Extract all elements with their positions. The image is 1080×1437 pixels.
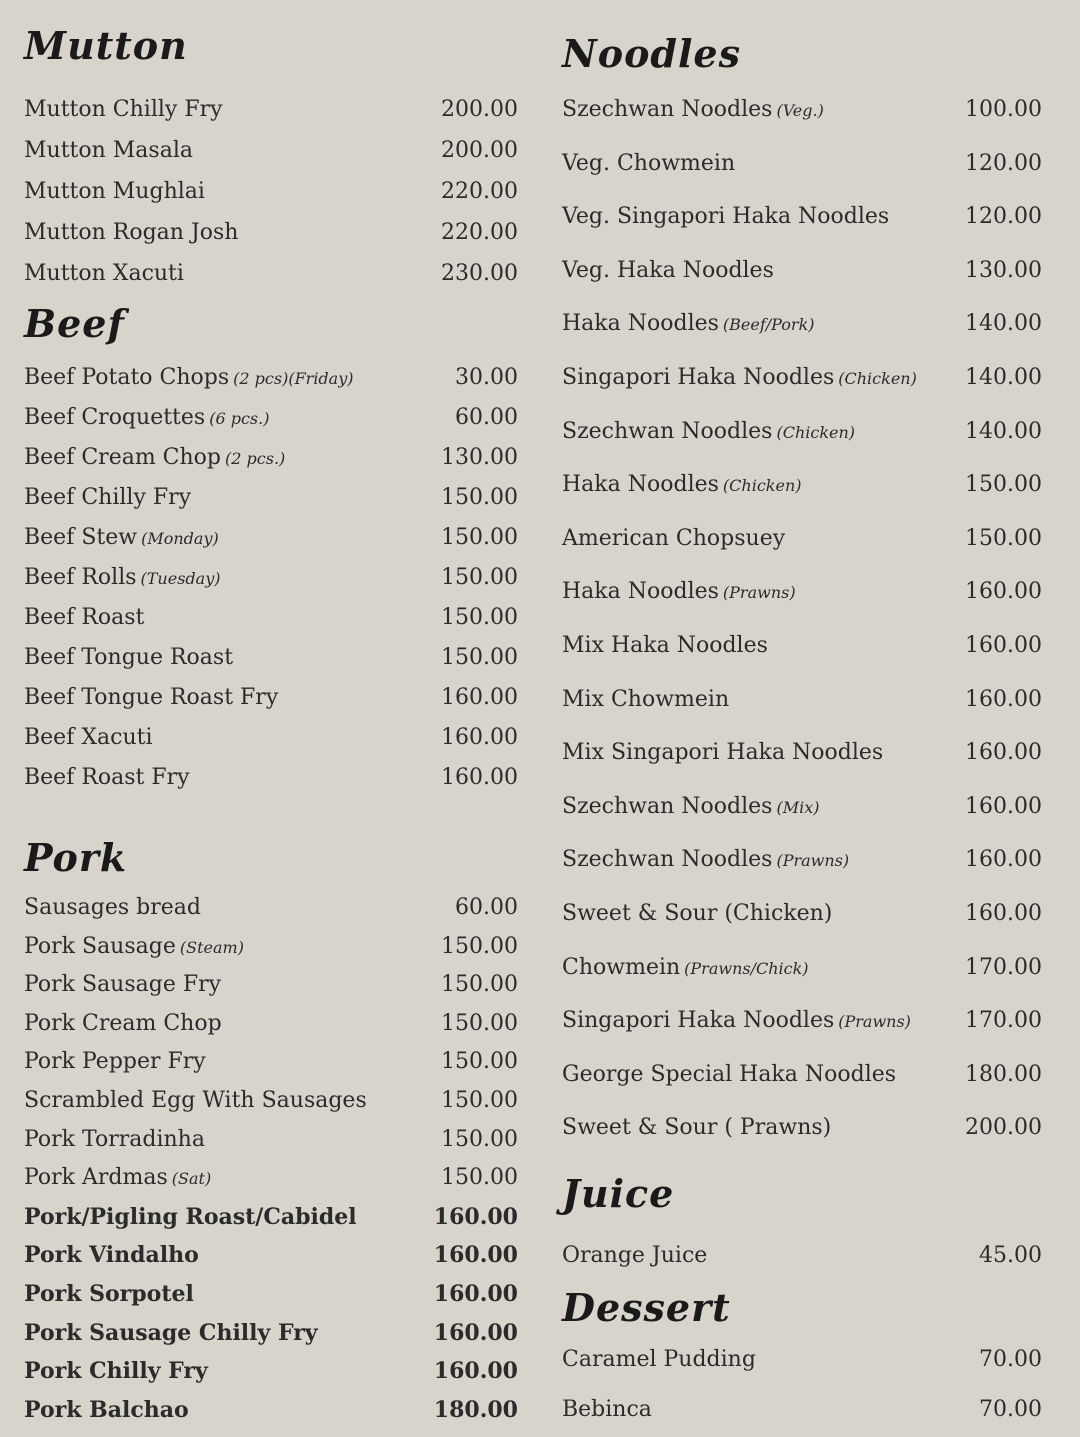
menu-item-label: Szechwan Noodles (562, 97, 773, 122)
menu-item-note: (Monday) (141, 529, 219, 548)
menu-item-price: 120.00 (965, 204, 1042, 230)
menu-item-price: 150.00 (965, 472, 1042, 498)
menu-item-label: Singapori Haka Noodles (562, 1008, 835, 1034)
menu-item-note: (6 pcs.) (209, 409, 270, 428)
menu-item-name (562, 1114, 831, 1142)
menu-item-price: 30.00 (455, 365, 518, 390)
menu-item-price: 170.00 (965, 1008, 1042, 1034)
menu-item-name (24, 564, 220, 593)
menu-item-price: 230.00 (441, 261, 518, 286)
menu-item-name (24, 364, 354, 393)
menu-item-label: Mutton Rogan Josh (24, 220, 239, 245)
menu-item-price: 150.00 (441, 485, 518, 510)
menu-item-name (24, 604, 144, 632)
menu-item-name (24, 894, 201, 922)
menu-item-name (24, 644, 233, 672)
menu-item-name (24, 971, 221, 999)
section-title-juice: Juice (562, 1171, 675, 1216)
menu-item-label: Mutton Masala (24, 138, 193, 163)
menu-item-label: Haka Noodles (562, 472, 719, 498)
menu-item-price: 140.00 (965, 311, 1042, 337)
menu-item-label: Chowmein (562, 954, 681, 980)
menu-item-price: 130.00 (965, 257, 1042, 283)
menu-item-label: Beef Tongue Roast (24, 645, 234, 670)
menu-item-name (562, 578, 796, 607)
menu-item-label: Beef Rolls (24, 565, 137, 590)
menu-item-name (24, 764, 190, 792)
menu-item-label: Caramel Pudding (562, 1347, 756, 1372)
section-title-dessert: Dessert (562, 1285, 731, 1330)
menu-item-price: 160.00 (965, 847, 1042, 873)
menu-item-price: 160.00 (433, 1242, 518, 1269)
menu-item-label: Mutton Chilly Fry (24, 97, 223, 122)
menu-item-price: 160.00 (965, 793, 1042, 819)
menu-item-price: 140.00 (965, 418, 1042, 444)
menu-item-price: 150.00 (441, 1088, 518, 1113)
menu-item-price: 160.00 (441, 765, 518, 790)
menu-item-label: Beef Roast (24, 605, 145, 630)
menu-item-label: Szechwan Noodles (562, 847, 773, 873)
menu-item-price: 120.00 (965, 150, 1042, 176)
menu-item-label: Szechwan Noodles (562, 418, 773, 444)
menu-item-price: 170.00 (965, 954, 1042, 980)
menu-item-label: Pork Sausage Chilly Fry (24, 1319, 318, 1346)
menu-item-label: Beef Tongue Roast Fry (24, 685, 279, 710)
menu-item-name (24, 684, 278, 712)
menu-item-name (562, 686, 729, 714)
menu-item-label: Sausages bread (24, 895, 201, 920)
menu-item-price: 130.00 (441, 445, 518, 470)
menu-item-label: Pork Sausage (24, 933, 176, 959)
menu-item-label: Haka Noodles (562, 311, 719, 337)
menu-item-name (562, 203, 889, 231)
menu-item-name (562, 632, 768, 660)
menu-item-name (24, 1357, 208, 1385)
menu-item-price: 160.00 (433, 1358, 518, 1385)
menu-item-label: Pork Torradinha (24, 1126, 205, 1152)
menu-item-price: 150.00 (441, 605, 518, 630)
section-title-beef: Beef (24, 301, 125, 346)
menu-item-label: Beef Potato Chops (24, 365, 230, 390)
menu-item-note: (Prawns/Chick) (684, 958, 809, 978)
menu-item-label: Orange Juice (562, 1243, 708, 1268)
menu-item-note: (Prawns) (776, 851, 850, 871)
menu-item-price: 160.00 (965, 686, 1042, 712)
menu-item-name (24, 1087, 367, 1115)
menu-item-price: 160.00 (441, 685, 518, 710)
menu-item-name (562, 310, 815, 339)
menu-item-note: (Prawns) (838, 1012, 911, 1032)
menu-item-label: Pork/Pigling Roast/Cabidel (24, 1203, 357, 1230)
menu-item-note: (Prawns) (722, 583, 796, 603)
section-title-noodles: Noodles (562, 31, 742, 76)
menu-item-label: American Chopsuey (562, 525, 786, 551)
menu-item-price: 150.00 (441, 645, 518, 670)
menu-item-label: Sweet & Sour (Chicken) (562, 901, 833, 926)
menu-item-label: George Special Haka Noodles (562, 1061, 897, 1087)
menu-item-label: Pork Vindalho (24, 1242, 199, 1269)
menu-item-price: 160.00 (433, 1281, 518, 1307)
menu-item-price: 150.00 (441, 972, 518, 998)
menu-item-price: 150.00 (441, 525, 518, 550)
menu-item-label: Mutton Mughlai (24, 179, 205, 204)
menu-item-price: 150.00 (441, 1126, 518, 1152)
menu-item-price: 70.00 (979, 1347, 1042, 1372)
menu-item-name (24, 404, 269, 433)
menu-item-name (24, 96, 223, 124)
menu-item-name (24, 484, 191, 512)
menu-item-label: Beef Roast Fry (24, 765, 190, 790)
menu-item-price: 220.00 (441, 179, 518, 204)
menu-item-label: Pork Balchao (24, 1396, 189, 1423)
menu-item-price: 160.00 (965, 579, 1042, 605)
menu-item-name (562, 900, 832, 928)
menu-item-price: 200.00 (441, 97, 518, 122)
menu-item-price: 140.00 (965, 365, 1042, 390)
menu-item-price: 150.00 (441, 933, 518, 959)
menu-item-note: (Veg.) (776, 101, 824, 120)
menu-item-label: Scrambled Egg With Sausages (24, 1088, 367, 1113)
menu-item-name (24, 1010, 222, 1038)
menu-item-label: Haka Noodles (562, 579, 719, 605)
menu-item-label: Mix Singapori Haka Noodles (562, 740, 884, 766)
menu-item-note: (2 pcs)(Friday) (233, 369, 354, 388)
menu-item-label: Veg. Chowmein (562, 150, 736, 176)
menu-item-note: (Beef/Pork) (722, 315, 815, 335)
menu-item-price: 180.00 (433, 1396, 518, 1423)
menu-item-note: (Mix) (776, 797, 820, 817)
menu-item-name (562, 471, 802, 500)
menu-item-name (24, 1048, 206, 1076)
menu-item-label: Bebinca (562, 1397, 652, 1422)
menu-item-name (562, 150, 735, 178)
menu-item-label: Pork Cream Chop (24, 1010, 222, 1036)
menu-item-label: Mix Haka Noodles (562, 633, 768, 658)
menu-item-name (24, 1126, 205, 1154)
menu-item-note: (Chicken) (838, 369, 917, 388)
menu-item-price: 150.00 (965, 525, 1042, 551)
menu-item-name (24, 1164, 211, 1193)
menu-item-price: 60.00 (455, 405, 518, 430)
menu-item-note: (Steam) (179, 937, 244, 957)
menu-item-price: 180.00 (965, 1061, 1042, 1087)
menu-item-price: 60.00 (455, 895, 518, 920)
menu-item-label: Pork Pepper Fry (24, 1049, 206, 1075)
menu-item-label: Szechwan Noodles (562, 793, 773, 819)
menu-item-label: Beef Xacuti (24, 725, 153, 750)
menu-item-name (562, 846, 849, 875)
section-title-pork: Pork (24, 835, 128, 880)
menu-item-label: Mix Chowmein (562, 686, 730, 712)
menu-item-price: 160.00 (433, 1319, 518, 1346)
menu-item-label: Pork Sausage Fry (24, 972, 222, 998)
menu-item-note: (Chicken) (722, 476, 802, 496)
menu-item-label: Mutton Xacuti (24, 261, 184, 286)
menu-item-price: 100.00 (965, 97, 1042, 122)
menu-item-label: Veg. Haka Noodles (562, 257, 774, 283)
menu-item-note: (Tuesday) (140, 569, 221, 588)
menu-item-name (24, 1319, 318, 1347)
menu-item-label: Pork Ardmas (24, 1165, 168, 1191)
menu-item-name (562, 1242, 707, 1270)
menu-item-label: Beef Croquettes (24, 405, 206, 430)
menu-item-price: 150.00 (441, 565, 518, 590)
menu-item-name (562, 739, 883, 767)
menu-item-price: 160.00 (965, 633, 1042, 658)
menu-item-name (562, 1061, 896, 1089)
menu-item-price: 45.00 (979, 1243, 1042, 1268)
menu-item-name (562, 1396, 652, 1424)
menu-item-name (24, 1396, 189, 1424)
menu-item-name (562, 1007, 911, 1036)
menu-item-name (24, 1241, 199, 1269)
menu-item-price: 150.00 (441, 1049, 518, 1075)
menu-item-price: 160.00 (965, 901, 1042, 926)
menu-item-name (24, 1280, 194, 1308)
menu-item-name (562, 525, 785, 553)
menu-item-note: (Chicken) (776, 422, 856, 442)
menu-item-label: Beef Cream Chop (24, 445, 222, 470)
menu-item-name (24, 260, 184, 288)
menu-item-label: Sweet & Sour ( Prawns) (562, 1115, 832, 1141)
menu-item-price: 160.00 (441, 725, 518, 750)
menu-item-name (24, 444, 285, 473)
menu-item-price: 200.00 (965, 1115, 1042, 1141)
menu-item-label: Beef Chilly Fry (24, 485, 192, 510)
menu-item-label: Veg. Singapori Haka Noodles (562, 204, 890, 230)
menu-item-name (562, 418, 855, 447)
menu-item-name (562, 257, 774, 285)
menu-item-label: Pork Chilly Fry (24, 1358, 208, 1385)
menu-item-name (562, 793, 819, 822)
menu-item-price: 160.00 (965, 740, 1042, 766)
menu-item-name (24, 524, 219, 553)
menu-item-label: Singapori Haka Noodles (562, 365, 835, 390)
menu-item-price: 200.00 (441, 138, 518, 163)
menu-item-name (562, 954, 809, 983)
section-title-mutton: Mutton (24, 23, 188, 68)
menu-item-name (24, 1203, 357, 1231)
menu-item-price: 70.00 (979, 1397, 1042, 1422)
menu-item-price: 160.00 (433, 1203, 518, 1230)
menu-item-note: (2 pcs.) (225, 449, 286, 468)
menu-item-label: Pork Sorpotel (24, 1281, 194, 1307)
menu-item-name (562, 96, 824, 125)
menu-item-name (24, 933, 244, 962)
menu-item-label: Beef Stew (24, 525, 138, 550)
menu-item-name (24, 219, 238, 247)
menu-item-name (562, 1346, 756, 1374)
menu-item-price: 220.00 (441, 220, 518, 245)
menu-item-name (24, 137, 193, 165)
menu-item-note: (Sat) (171, 1169, 212, 1189)
menu-item-name (24, 724, 153, 752)
menu-item-price: 150.00 (441, 1010, 518, 1036)
menu-item-price: 150.00 (441, 1165, 518, 1191)
menu-item-name (24, 178, 205, 206)
menu-item-name (562, 364, 917, 393)
